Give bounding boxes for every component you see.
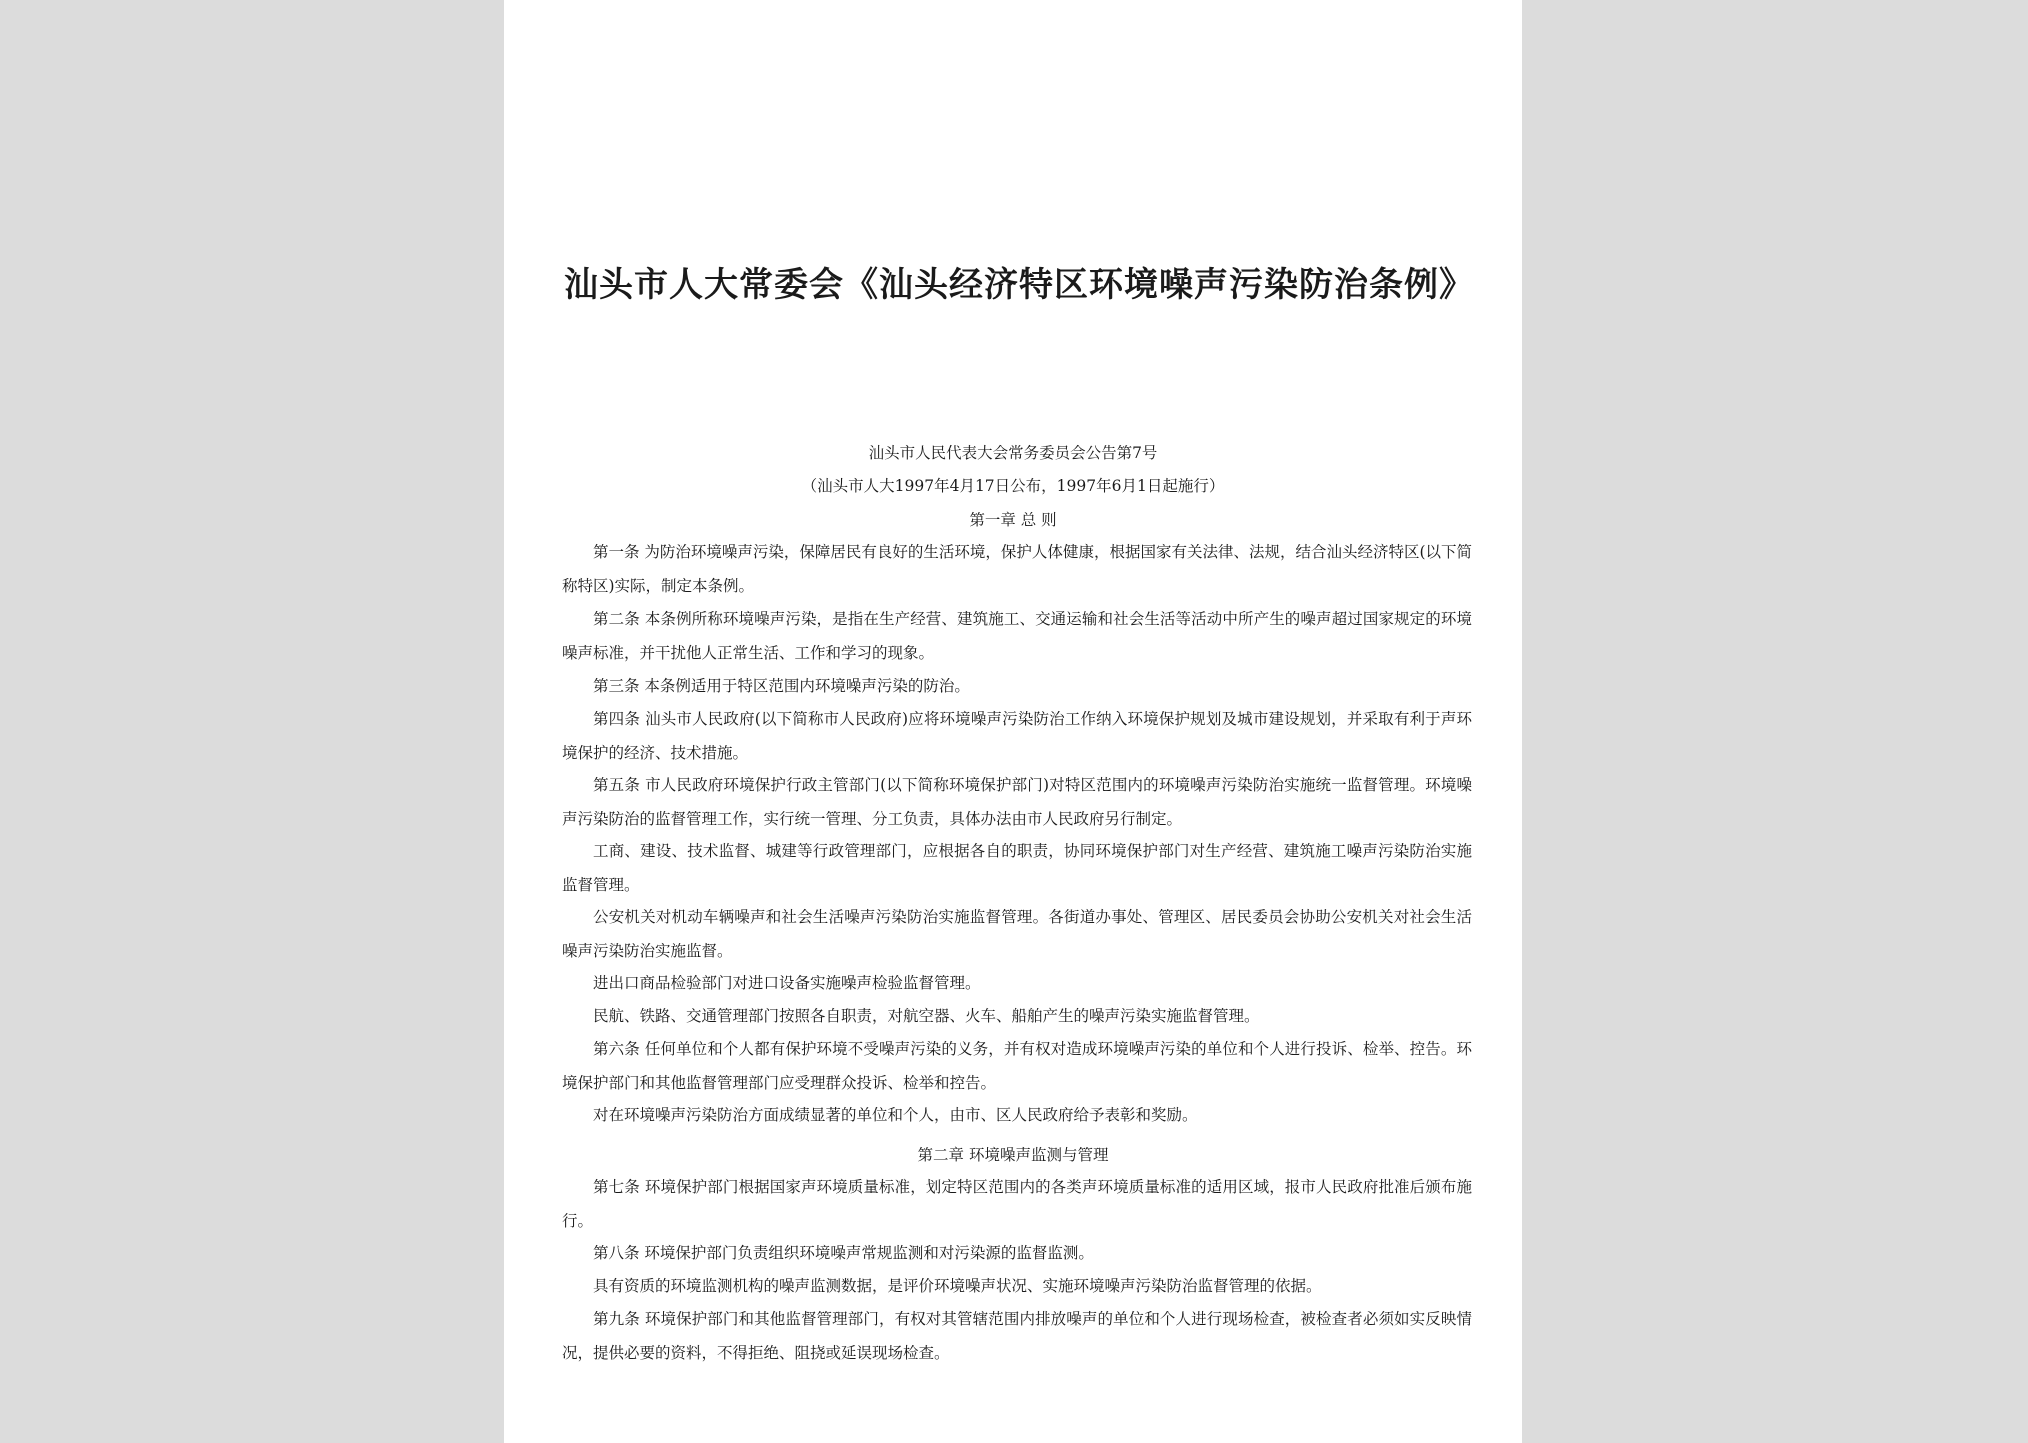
announcement-line: 汕头市人民代表大会常务委员会公告第7号: [868, 444, 1158, 462]
article-paragraph: 进出口商品检验部门对进口设备实施噪声检验监督管理。: [593, 974, 981, 992]
article-paragraph: 具有资质的环境监测机构的噪声监测数据，是评价环境噪声状况、实施环境噪声污染防治监督管理的依据。: [593, 1277, 1322, 1295]
chapter-heading: 第二章 环境噪声监测与管理: [917, 1146, 1109, 1164]
article-paragraph: 第七条 环境保护部门根据国家声环境质量标准，划定特区范围内的各类声环境质量标准的适用区域，报市人民政府批准后颁布施行。: [562, 1178, 1472, 1230]
chapter-heading: 第一章 总 则: [969, 511, 1057, 529]
article-paragraph: 第五条 市人民政府环境保护行政主管部门(以下简称环境保护部门)对特区范围内的环境噪声污染防治实施统一监督管理。环境噪声污染防治的监督管理工作，实行统一管理、分工负责，具体办法由市人民政府另行制定。: [562, 776, 1472, 828]
document-title: 汕头市人大常委会《汕头经济特区环境噪声污染防治条例》: [564, 265, 1474, 305]
article-paragraph: 第六条 任何单位和个人都有保护环境不受噪声污染的义务，并有权对造成环境噪声污染的单位和个人进行投诉、检举、控告。环境保护部门和其他监督管理部门应受理群众投诉、检举和控告。: [562, 1040, 1472, 1092]
publication-note: （汕头市人大1997年4月17日公布，1997年6月1日起施行）: [801, 477, 1225, 495]
article-paragraph: 对在环境噪声污染防治方面成绩显著的单位和个人，由市、区人民政府给予表彰和奖励。: [593, 1106, 1198, 1124]
article-paragraph: 第三条 本条例适用于特区范围内环境噪声污染的防治。: [593, 677, 970, 695]
article-paragraph: 民航、铁路、交通管理部门按照各自职责，对航空器、火车、船舶产生的噪声污染实施监督管理。: [593, 1007, 1260, 1025]
article-paragraph: 第九条 环境保护部门和其他监督管理部门，有权对其管辖范围内排放噪声的单位和个人进行现场检查，被检查者必须如实反映情况，提供必要的资料，不得拒绝、阻挠或延误现场检查。: [562, 1310, 1472, 1362]
article-paragraph: 第二条 本条例所称环境噪声污染，是指在生产经营、建筑施工、交通运输和社会生活等活动中所产生的噪声超过国家规定的环境噪声标准，并干扰他人正常生活、工作和学习的现象。: [562, 610, 1472, 662]
document-page: [504, 0, 1522, 1443]
article-paragraph: 公安机关对机动车辆噪声和社会生活噪声污染防治实施监督管理。各街道办事处、管理区、居民委员会协助公安机关对社会生活噪声污染防治实施监督。: [562, 908, 1472, 960]
article-paragraph: 第四条 汕头市人民政府(以下简称市人民政府)应将环境噪声污染防治工作纳入环境保护规划及城市建设规划，并采取有利于声环境保护的经济、技术措施。: [562, 710, 1472, 762]
article-paragraph: 工商、建设、技术监督、城建等行政管理部门，应根据各自的职责，协同环境保护部门对生产经营、建筑施工噪声污染防治实施监督管理。: [562, 842, 1472, 894]
article-paragraph: 第八条 环境保护部门负责组织环境噪声常规监测和对污染源的监督监测。: [593, 1244, 1094, 1262]
article-paragraph: 第一条 为防治环境噪声污染，保障居民有良好的生活环境，保护人体健康，根据国家有关法律、法规，结合汕头经济特区(以下简称特区)实际，制定本条例。: [562, 543, 1472, 595]
